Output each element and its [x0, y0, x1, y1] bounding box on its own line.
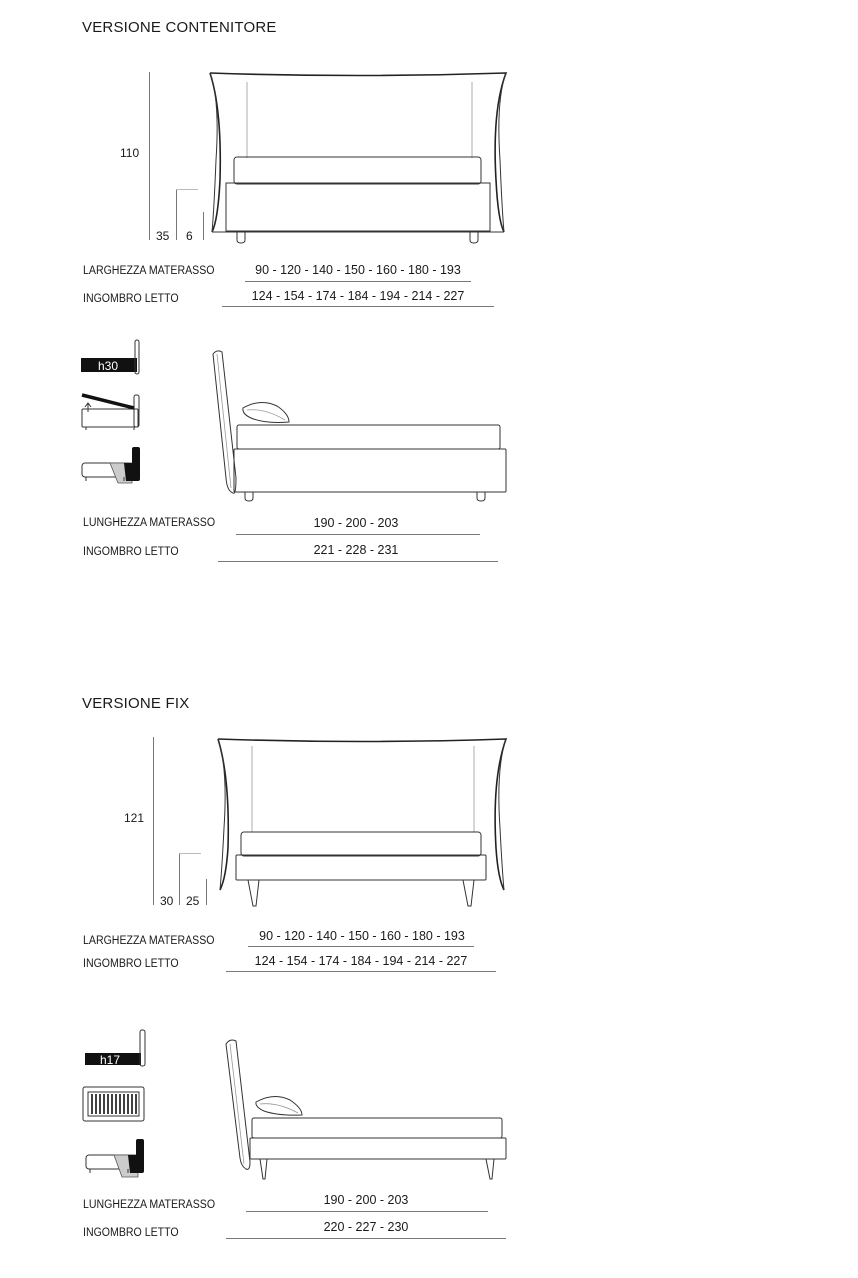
length-rule-1 — [236, 534, 480, 535]
section-title-fix: VERSIONE FIX — [82, 695, 190, 712]
side-view-bed-fix — [220, 1036, 515, 1186]
width-rule-2-fix — [226, 971, 496, 972]
front-view-bed-fix — [210, 728, 520, 913]
section-title-contenitore: VERSIONE CONTENITORE — [82, 19, 277, 36]
frame-badge-label: h17 — [100, 1053, 121, 1067]
length-rule-1-fix — [246, 1211, 488, 1212]
storage-badge-label: h30 — [98, 359, 119, 373]
front-view-bed-contenitore — [200, 60, 520, 250]
storage-box-icon — [78, 338, 144, 378]
base-dimension-tick — [176, 189, 198, 190]
width-values-ingombro: 124 - 154 - 174 - 184 - 194 - 214 - 227 — [251, 289, 465, 303]
height-dimension-line-fix — [153, 737, 154, 905]
width-rule-2 — [222, 306, 494, 307]
leg-dimension-label: 6 — [186, 229, 193, 243]
base-dimension-line — [176, 189, 177, 240]
width-label-ingombro-fix: INGOMBRO LETTO — [83, 958, 179, 970]
length-values-ingombro: 221 - 228 - 231 — [313, 543, 399, 557]
width-label-materasso-fix: LARGHEZZA MATERASSO — [83, 935, 215, 947]
side-section-icon — [78, 443, 144, 487]
side-section-icon-fix — [82, 1137, 148, 1181]
width-values-ingombro-fix: 124 - 154 - 174 - 184 - 194 - 214 - 227 — [254, 954, 468, 968]
width-values-materasso-fix: 90 - 120 - 140 - 150 - 160 - 180 - 193 — [259, 929, 465, 943]
length-rule-2-fix — [226, 1238, 506, 1239]
base-dimension-label-fix: 30 — [160, 894, 174, 908]
width-rule-1-fix — [248, 946, 474, 947]
frame-icon — [82, 1027, 148, 1071]
length-values-materasso-fix: 190 - 200 - 203 — [323, 1193, 409, 1207]
width-label-materasso: LARGHEZZA MATERASSO — [83, 265, 215, 277]
base-dimension-line-fix — [179, 853, 180, 905]
length-values-ingombro-fix: 220 - 227 - 230 — [323, 1220, 409, 1234]
side-view-bed-contenitore — [205, 348, 515, 506]
length-label-ingombro: INGOMBRO LETTO — [83, 546, 179, 558]
leg-dimension-label-fix: 25 — [186, 894, 200, 908]
lift-up-icon — [78, 390, 144, 435]
length-values-materasso: 190 - 200 - 203 — [313, 516, 399, 530]
width-rule-1 — [245, 281, 471, 282]
height-dimension-line — [149, 72, 150, 240]
length-label-materasso-fix: LUNGHEZZA MATERASSO — [83, 1199, 216, 1211]
length-rule-2 — [218, 561, 498, 562]
base-dimension-label: 35 — [156, 229, 170, 243]
leg-dimension-line-fix — [206, 879, 207, 905]
length-label-materasso: LUNGHEZZA MATERASSO — [83, 517, 216, 529]
height-dimension-label: 110 — [120, 146, 140, 160]
width-values-materasso: 90 - 120 - 140 - 150 - 160 - 180 - 193 — [255, 263, 461, 277]
length-label-ingombro-fix: INGOMBRO LETTO — [83, 1227, 179, 1239]
slatted-base-icon — [82, 1086, 148, 1124]
width-label-ingombro: INGOMBRO LETTO — [83, 293, 179, 305]
base-dimension-tick-fix — [179, 853, 201, 854]
height-dimension-label-fix: 121 — [124, 811, 145, 825]
